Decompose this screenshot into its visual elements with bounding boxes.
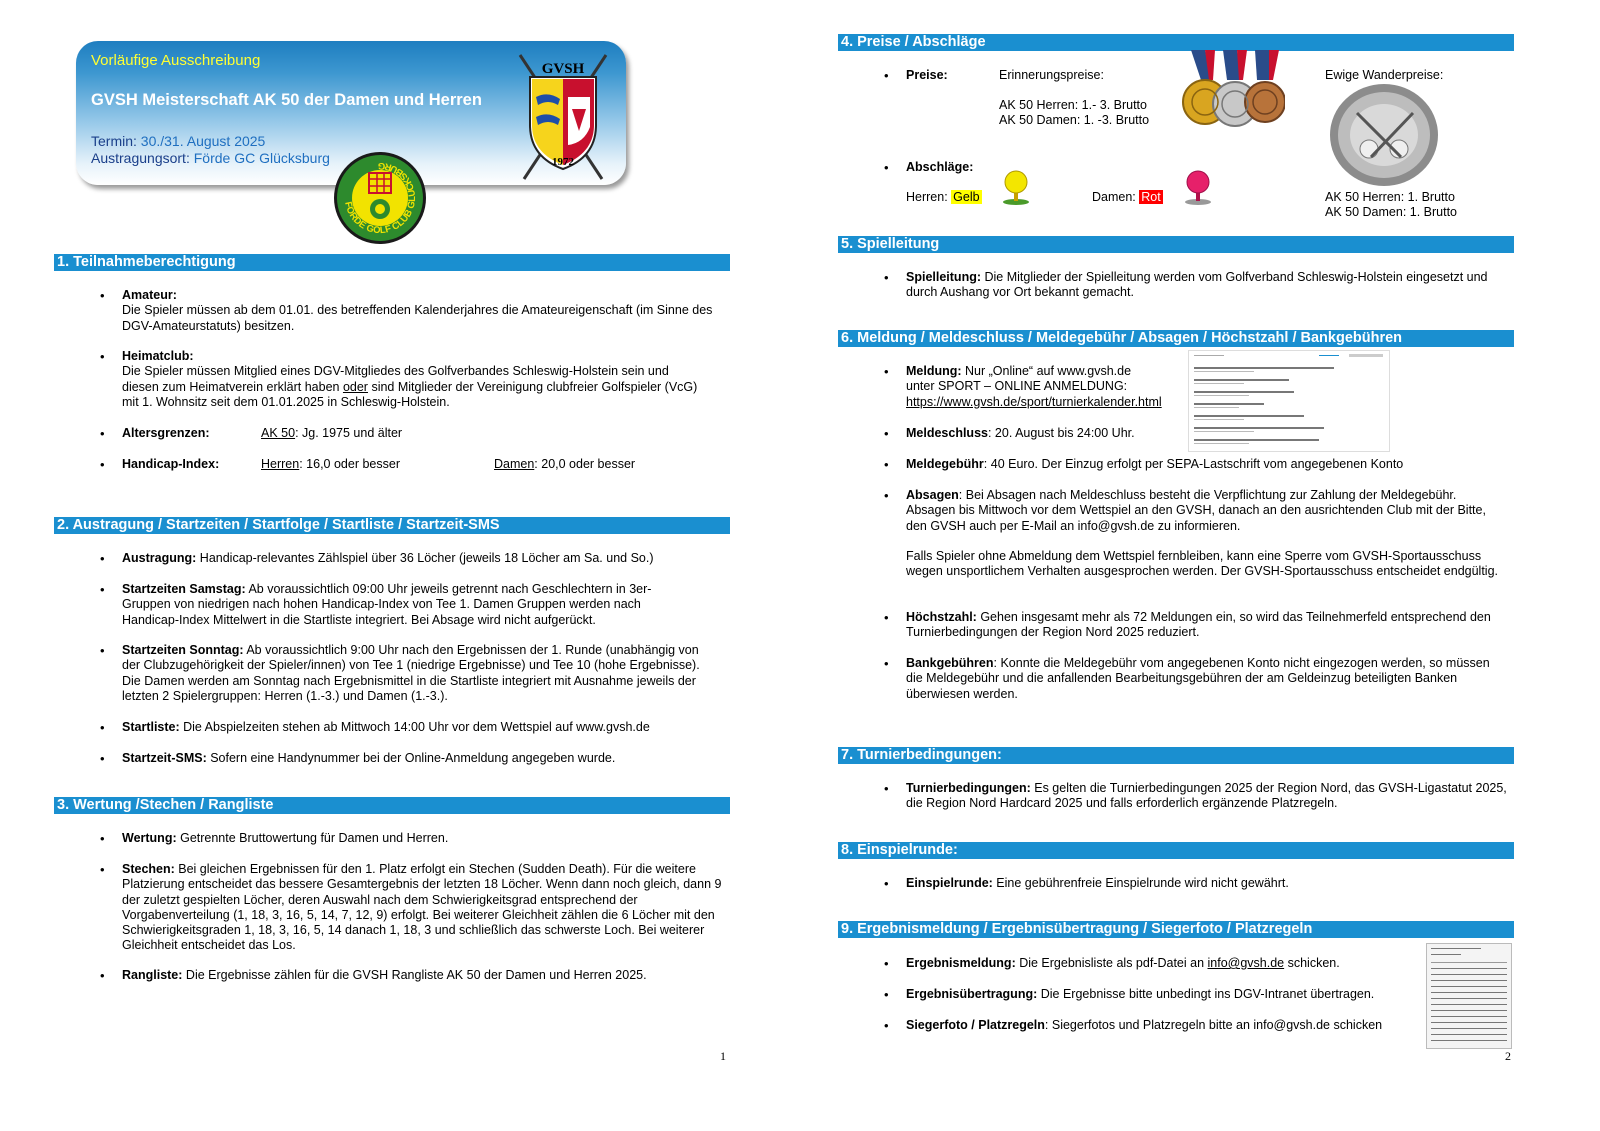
- turnierkalender-link[interactable]: https://www.gvsh.de/sport/turnierkalender.html: [906, 394, 1162, 409]
- handicap-item: • Handicap-Index: Herren: 16,0 oder besser Damen: 20,0 oder besser: [122, 457, 722, 472]
- club-logo: [333, 151, 427, 245]
- svg-text:FÖRDE GOLF CLUB GLÜCKSBURG: FÖRDE GOLF CLUB GLÜCKSBURG: [342, 159, 419, 237]
- erinnerungspreise-label: Erinnerungspreise:: [999, 68, 1104, 82]
- gvsh-crest-logo: [512, 47, 614, 187]
- meldeschluss-item: • Meldeschluss: 20. August bis 24:00 Uhr.: [906, 426, 1206, 441]
- page-number: 2: [1505, 1049, 1511, 1063]
- altersgrenzen-item: • Altersgrenzen: AK 50: Jg. 1975 und älter: [122, 426, 722, 441]
- yellow-ball-icon: [1000, 170, 1032, 206]
- startzeiten-samstag-item: • Startzeiten Samstag: Ab voraussichtlich 09:00 Uhr jeweils getrennt nach Geschlechtern in 3er-Gruppen von niedrigen nach hohen Handicap-Index von Tee 1. Damen Gruppen werden nach Handicap-Index Mittelwert in die Startliste integriert. Bei Absage wird nicht aufgerückt.: [122, 582, 682, 628]
- startliste-item: • Startliste: Die Abspielzeiten stehen ab Mittwoch 14:00 Uhr vor dem Wettspiel auf www.gvsh.de: [122, 720, 722, 735]
- ergebnismeldung-item: • Ergebnismeldung: Die Ergebnisliste als pdf-Datei an info@gvsh.de schicken.: [906, 956, 1426, 971]
- austragung-item: • Austragung: Handicap-relevantes Zählspiel über 36 Löcher (jeweils 18 Löcher am Sa. und So.): [122, 551, 722, 566]
- meldung-item: • Meldung: Nur „Online“ auf www.gvsh.de unter SPORT – ONLINE ANMELDUNG: https://www.gvsh.de/sport/turnierkalender.html: [906, 364, 1196, 410]
- ergebnisuebertragung-item: • Ergebnisübertragung: Die Ergebnisse bitte unbedingt ins DGV-Intranet übertragen.: [906, 987, 1426, 1002]
- section-8-header: 8. Einspielrunde:: [838, 842, 1514, 859]
- meldegebuehr-item: • Meldegebühr: 40 Euro. Der Einzug erfolgt per SEPA-Lastschrift vom angegebenen Konto: [906, 457, 1516, 472]
- startzeiten-sonntag-item: • Startzeiten Sonntag: Ab voraussichtlich 9:00 Uhr nach den Ergebnissen der 1. Runde (unabhängig von der Clubzugehörigkeit der Spieler/innen) von Tee 1 (niedrige Ergebnisse) und Tee 10 (hohe Ergebnisse). Die Damen werden am Sonntag nach Ergebnismittel in die Startliste integriert mit Ausnahme jeweils der letzten 2 Spielergruppen: Herren (1.-3.) und Damen (1.-3.).: [122, 643, 712, 704]
- section-7-header: 7. Turnierbedingungen:: [838, 747, 1514, 764]
- hoechstzahl-item: • Höchstzahl: Gehen insgesamt mehr als 72 Meldungen ein, so wird das Teilnehmerfeld entsprechend den Turnierbedingungen der Region Nord 2025 reduziert.: [906, 610, 1506, 641]
- page-2: [784, 0, 1568, 1111]
- erinnerung-herren: AK 50 Herren: 1.- 3. Brutto: [999, 98, 1147, 112]
- absagen-fernbleiben-text: Falls Spieler ohne Abmeldung dem Wettspiel fernbleiben, kann eine Sperre vom GVSH-Sportausschuss wegen unsportlichem Verhalten ausgesprochen werden. Der GVSH-Sportausschuss entscheidet endgültig.: [906, 549, 1499, 579]
- spielleitung-item: • Spielleitung: Die Mitglieder der Spielleitung werden vom Golfverband Schleswig-Holstein eingesetzt und durch Aushang vor Ort bekannt gemacht.: [906, 270, 1506, 301]
- section-5-header: 5. Spielleitung: [838, 236, 1514, 253]
- wanderpreise-label: Ewige Wanderpreise:: [1325, 68, 1444, 82]
- section-4-header: 4. Preise / Abschläge: [838, 34, 1514, 51]
- ergebnisliste-screenshot: [1426, 943, 1512, 1049]
- damen-tee: Damen: Rot: [1092, 190, 1161, 204]
- bankgebuehren-item: • Bankgebühren: Konnte die Meldegebühr vom angegebenen Konto nicht eingezogen werden, so müssen die Meldegebühr und die anfallenden Bearbeitungsgebühren der am Geldeinzug beteiligten Banken überwiesen werden.: [906, 656, 1501, 702]
- preise-item: • Preise:: [906, 68, 948, 83]
- heimatclub-item: • Heimatclub: Die Spieler müssen Mitglied eines DGV-Mitgliedes des Golfverbandes Schleswig-Holstein sein und diesen zum Heimatverein erklärt haben oder sind Mitglieder der Vereinigung clubfreier Golfspieler (VcG) mit 1. Wohnsitz seit dem 01.01.2025 in Schleswig-Holstein.: [122, 349, 707, 410]
- header-title: GVSH Meisterschaft AK 50 der Damen und Herren: [91, 91, 482, 109]
- online-anmeldung-screenshot: [1188, 350, 1390, 452]
- einspielrunde-item: • Einspielrunde: Eine gebührenfreie Einspielrunde wird nicht gewährt.: [906, 876, 1506, 891]
- abschlaege-item: • Abschläge:: [906, 160, 973, 175]
- siegerfoto-item: • Siegerfoto / Platzregeln: Siegerfotos und Platzregeln bitte an info@gvsh.de schicken: [906, 1018, 1426, 1033]
- turnierbedingungen-item: • Turnierbedingungen: Es gelten die Turnierbedingungen 2025 der Region Nord, das GVSH-Ligastatut 2025, die Region Nord Hardcard 2025 und falls erforderlich ergänzende Platzregeln.: [906, 781, 1511, 812]
- section-6-header: 6. Meldung / Meldeschluss / Meldegebühr / Absagen / Höchstzahl / Bankgebühren: [838, 330, 1514, 347]
- page-number: 1: [720, 1049, 726, 1063]
- page-1: [0, 0, 784, 1111]
- header-subtitle: Vorläufige Ausschreibung: [91, 52, 261, 69]
- herren-tee: Herren: Gelb: [906, 190, 980, 204]
- section-1-header: 1. Teilnahmeberechtigung: [54, 254, 730, 271]
- section-2-header: 2. Austragung / Startzeiten / Startfolge / Startliste / Startzeit-SMS: [54, 517, 730, 534]
- header-termin: Termin: 30./31. August 2025: [91, 133, 266, 149]
- medals-image: [1181, 50, 1285, 132]
- header-ort: Austragungsort: Förde GC Glücksburg: [91, 150, 330, 166]
- startzeit-sms-item: • Startzeit-SMS: Sofern eine Handynummer bei der Online-Anmeldung angegeben wurde.: [122, 751, 722, 766]
- section-3-header: 3. Wertung /Stechen / Rangliste: [54, 797, 730, 814]
- svg-text:1972: 1972: [552, 156, 574, 168]
- wander-damen: AK 50 Damen: 1. Brutto: [1325, 205, 1458, 219]
- section-9-header: 9. Ergebnismeldung / Ergebnisübertragung / Siegerfoto / Platzregeln: [838, 921, 1514, 938]
- wanderpreis-plate-image: [1329, 83, 1439, 187]
- info-mail-link[interactable]: info@gvsh.de: [1207, 956, 1285, 970]
- wander-herren: AK 50 Herren: 1. Brutto: [1325, 190, 1455, 204]
- erinnerung-damen: AK 50 Damen: 1. -3. Brutto: [999, 113, 1150, 127]
- wertung-item: • Wertung: Getrennte Bruttowertung für Damen und Herren.: [122, 831, 722, 846]
- svg-text:GVSH: GVSH: [541, 61, 585, 77]
- absagen-item: • Absagen: Bei Absagen nach Meldeschluss besteht die Verpflichtung zur Zahlung der Meldegebühr. Absagen bis Mittwoch vor dem Wettspiel an den GVSH, danach an den ausrichtenden Club mit der Bitte, den GVSH auch per E-Mail an info@gvsh.de zu informieren.: [906, 488, 1501, 534]
- stechen-item: • Stechen: Bei gleichen Ergebnissen für den 1. Platz erfolgt ein Stechen (Sudden Death). Für die weitere Platzierung entscheidet das bessere Gesamtergebnis der letzten 18 Löcher. Wenn dann noch gleich, dann 9 der zuletzt gespielten Löcher, deren Auswahl nach dem Schwierigkeitsgrad entsprechend der Vorgabenverteilung (1, 18, 3, 16, 5, 14, 7, 12, 9) erfolgt. Bei weiterer Gleichheit zählen die 6 Löcher mit den Schwierigkeitsgraden 1, 18, 3, 16, 5, 14 danach 1, 18, 3 und schließlich das schwerste Loch. Bei weiterer Gleichheit entscheidet das Los.: [122, 862, 727, 954]
- rangliste-item: • Rangliste: Die Ergebnisse zählen für die GVSH Rangliste AK 50 der Damen und Herren 2025.: [122, 968, 722, 983]
- amateur-item: • Amateur: Die Spieler müssen ab dem 01.01. des betreffenden Kalenderjahres die Amateureigenschaft (im Sinne des DGV-Amateurstatuts) besitzen.: [122, 288, 722, 334]
- red-ball-icon: [1182, 170, 1214, 206]
